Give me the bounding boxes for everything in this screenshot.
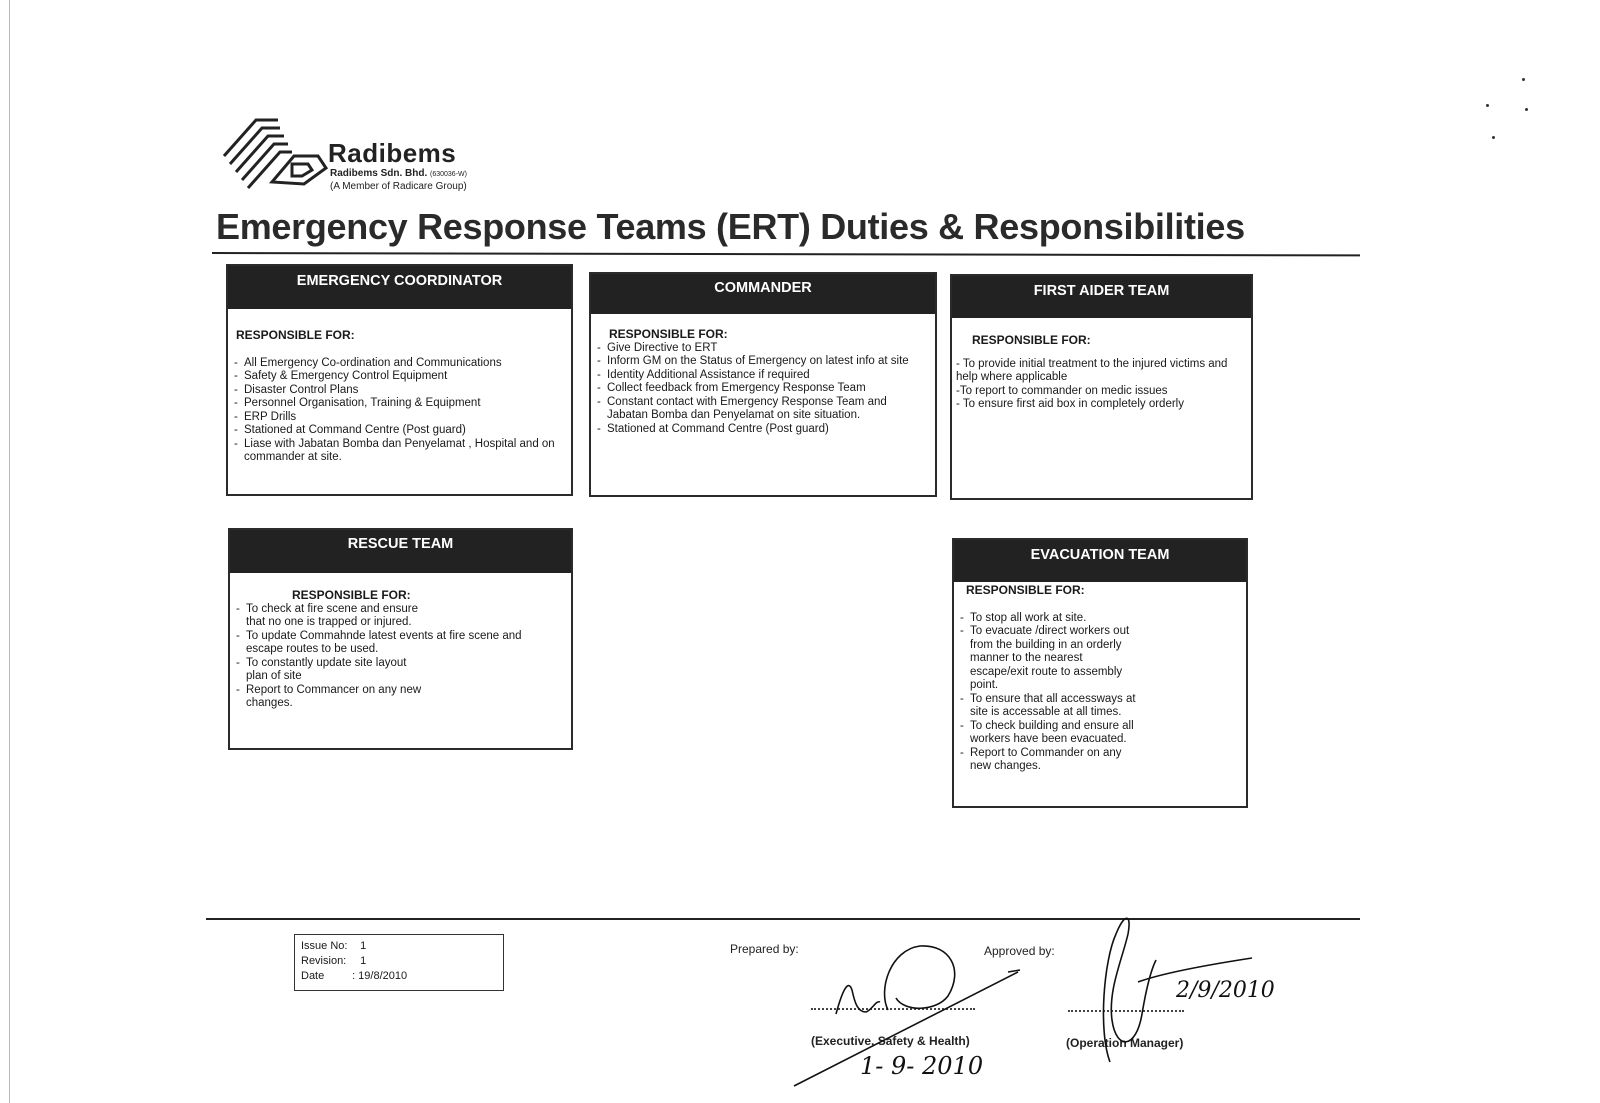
duty-item: - To constantly update site layout plan of site bbox=[236, 657, 426, 684]
duty-item: - Stationed at Command Centre (Post guard) bbox=[597, 423, 929, 437]
duty-item: - To check building and ensure all workers have been evacuated. bbox=[960, 720, 1136, 747]
card-header: FIRST AIDER TEAM bbox=[952, 276, 1251, 318]
date-value: : 19/8/2010 bbox=[352, 970, 408, 982]
duty-item: - Disaster Control Plans bbox=[234, 384, 565, 398]
duty-item: - ERP Drills bbox=[234, 411, 565, 425]
duty-item: - To check at fire scene and ensure that no one is trapped or injured. bbox=[236, 603, 426, 630]
duty-item: - Identity Additional Assistance if required bbox=[597, 369, 929, 383]
duty-item: - Stationed at Command Centre (Post guard) bbox=[234, 424, 565, 438]
duty-item: - Liase with Jabatan Bomba dan Penyelamat , Hospital and on commander at site. bbox=[234, 438, 565, 465]
issue-no-value: 1 bbox=[360, 940, 367, 952]
duty-item: - To provide initial treatment to the injured victims and help where applicable bbox=[956, 357, 1228, 383]
company-reg-no: (630036-W) bbox=[430, 171, 467, 178]
card-header: EVACUATION TEAM bbox=[954, 540, 1246, 582]
prepared-handwritten-date: 1- 9- 2010 bbox=[860, 1052, 984, 1080]
prepared-by-label: Prepared by: bbox=[730, 942, 799, 956]
company-group-note: (A Member of Radicare Group) bbox=[330, 181, 467, 192]
card-header: COMMANDER bbox=[591, 274, 935, 314]
duty-item: - Give Directive to ERT bbox=[597, 342, 929, 356]
revision-value: 1 bbox=[360, 955, 367, 967]
approved-role: (Operation Manager) bbox=[1066, 1036, 1184, 1050]
duty-item: - Collect feedback from Emergency Response Team bbox=[597, 382, 929, 396]
approved-handwritten-date: 2/9/2010 bbox=[1176, 978, 1275, 1003]
card-header: RESCUE TEAM bbox=[230, 530, 571, 573]
prepared-role: (Executive, Safety & Health) bbox=[811, 1034, 970, 1048]
responsible-for-label: RESPONSIBLE FOR: bbox=[966, 583, 1085, 597]
duty-item: - All Emergency Co-ordination and Communications bbox=[234, 357, 565, 371]
responsible-for-label: RESPONSIBLE FOR: bbox=[972, 333, 1091, 347]
duty-item: - To ensure that all accessways at site is accessable at all times. bbox=[960, 693, 1136, 720]
date-label: Date bbox=[301, 970, 325, 982]
company-name: Radibems bbox=[328, 138, 457, 168]
duty-item: - Inform GM on the Status of Emergency on latest info at site bbox=[597, 355, 929, 369]
duty-item: - To evacuate /direct workers out from the building in an orderly manner to the nearest escape/exit route to assembly point. bbox=[960, 625, 1136, 693]
duty-item: - Constant contact with Emergency Response Team and Jabatan Bomba dan Penyelamat on site situation. bbox=[597, 396, 929, 423]
card-header: EMERGENCY COORDINATOR bbox=[228, 266, 571, 309]
duty-item: - To stop all work at site. bbox=[960, 612, 1136, 626]
registered-name-text: Radibems Sdn. Bhd. bbox=[330, 168, 428, 179]
duty-item: - Safety & Emergency Control Equipment bbox=[234, 370, 565, 384]
revision-label: Revision: bbox=[301, 955, 347, 967]
duty-item: - Report to Commancer on any new changes. bbox=[236, 684, 446, 711]
document-title: Emergency Response Teams (ERT) Duties & Responsibilities bbox=[216, 206, 1245, 247]
duty-item: - Report to Commander on any new changes. bbox=[960, 747, 1136, 774]
responsible-for-label: RESPONSIBLE FOR: bbox=[236, 328, 355, 342]
responsible-for-label: RESPONSIBLE FOR: bbox=[609, 327, 728, 341]
duty-item: -To report to commander on medic issues bbox=[956, 384, 1168, 397]
duty-item: - Personnel Organisation, Training & Equipment bbox=[234, 397, 565, 411]
issue-no-label: Issue No: bbox=[301, 940, 348, 952]
responsible-for-label: RESPONSIBLE FOR: bbox=[292, 588, 411, 602]
duty-item: - To update Commahnde latest events at fire scene and escape routes to be used. bbox=[236, 630, 536, 657]
approved-by-label: Approved by: bbox=[984, 944, 1055, 958]
duty-item: - To ensure first aid box in completely orderly bbox=[956, 398, 1184, 410]
